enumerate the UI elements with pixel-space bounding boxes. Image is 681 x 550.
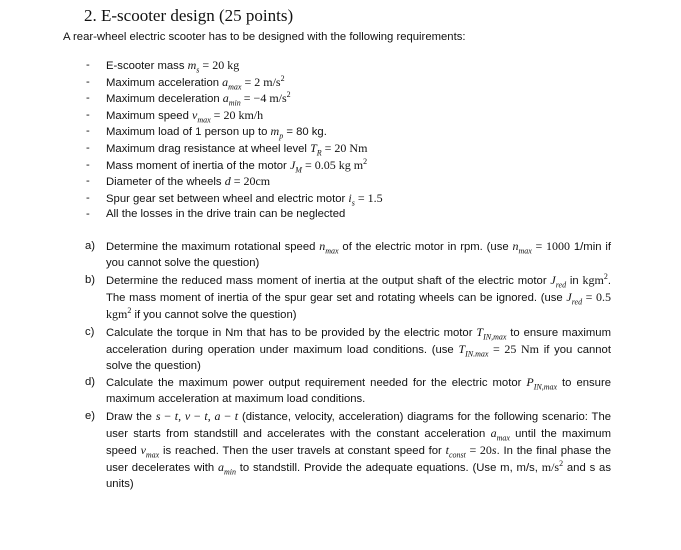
requirement-item — [0, 190, 681, 207]
requirements-list — [0, 57, 681, 223]
requirement-item — [0, 107, 681, 124]
requirement-item — [0, 57, 681, 74]
requirement-text: Maximum deceleration $a_{min} = -4$ $m/s^2$ — [106, 90, 291, 108]
requirement-text: Spur gear set between wheel and electric motor $i_s = 1.5$ — [106, 190, 383, 208]
task-text: Calculate the maximum power output requirement needed for the electric motor $P_{IN,max}$ to ensure maximum acceleration at maximum load conditions. — [106, 375, 611, 406]
list-dash: - — [86, 141, 90, 154]
list-dash: - — [86, 75, 90, 88]
requirement-text: E-scooter mass $m_s = 20$ kg — [106, 58, 240, 75]
task-list — [0, 238, 681, 493]
requirement-text: Maximum load of 1 person up to $m_p = 80$ kg. — [106, 124, 327, 141]
list-dash: - — [86, 59, 90, 71]
task-item-d — [0, 374, 681, 407]
list-dash: - — [86, 125, 90, 138]
requirement-text: All the losses in the drive train can be neglected — [106, 208, 346, 221]
task-item-e — [0, 408, 681, 493]
task-text: Draw the s − t, v − t, a − t (distance, velocity, acceleration) diagrams for the following scenario: The user starts from standstill and accelerates with the constant acceleration $a_{max}$ until the maximum speed $v_{max}$ is reached. Then the user travels at constant speed for $t_{const} = 20s$. In the final phase the user decelerates with $a_{min}$ to standstill. Provide the adequate equations. (Use m, m/s, $m/s^2$ and s as units) — [106, 408, 612, 491]
task-letter: e) — [85, 409, 96, 422]
list-dash: - — [86, 108, 90, 121]
requirement-text: Maximum acceleration $a_{max} = 2$ $m/s^2$ — [106, 73, 285, 91]
task-letter: a) — [85, 240, 96, 252]
list-dash: - — [86, 175, 90, 188]
problem-heading: 2. E-scooter design (25 points) — [84, 6, 294, 25]
requirement-item — [0, 74, 681, 91]
requirement-item — [0, 173, 681, 190]
requirement-item — [0, 157, 681, 174]
requirement-item — [0, 140, 681, 157]
task-letter: c) — [85, 325, 95, 338]
requirement-item — [0, 206, 681, 223]
requirement-item — [0, 123, 681, 140]
task-letter: d) — [85, 376, 96, 389]
task-item-a — [0, 238, 681, 271]
task-text: Determine the maximum rotational speed $n_{max}$ of the electric motor in rpm. (use $n_{max} = 1000$ 1/min if you cannot solve the question) — [106, 239, 611, 270]
task-item-b — [0, 272, 681, 324]
requirement-text: Maximum drag resistance at wheel level $T_R = 20$ Nm — [106, 140, 368, 158]
requirement-text: Diameter of the wheels d = 20cm — [106, 174, 271, 189]
requirement-item — [0, 90, 681, 107]
list-dash: - — [86, 191, 90, 204]
task-text: Calculate the torque in Nm that has to be provided by the electric motor $T_{IN,max}$ to ensure maximum acceleration during operation under maximum load conditions. (use $T_{IN.max} = 25$ Nm if you cannot solve the question) — [106, 324, 611, 373]
list-dash: - — [86, 92, 90, 105]
task-item-c — [0, 324, 681, 375]
list-dash: - — [86, 208, 90, 221]
requirement-text: Mass moment of inertia of the motor $J_M = 0.05$ kg $m^2$ — [106, 156, 368, 174]
requirement-text: Maximum speed $v_{max} = 20$ km/h — [106, 107, 264, 125]
list-dash: - — [86, 158, 90, 171]
task-letter: b) — [85, 274, 96, 286]
task-text: Determine the reduced mass moment of inertia at the output shaft of the electric motor $J_{red}$ in kgm$^2$. The mass moment of inertia of the spur gear set and rotating wheels can be ignored. (use $J_{red} = 0.5$ kgm$^2$ if you cannot solve the question) — [106, 272, 611, 322]
problem-intro: A rear-wheel electric scooter has to be designed with the following requirements: — [63, 31, 466, 43]
